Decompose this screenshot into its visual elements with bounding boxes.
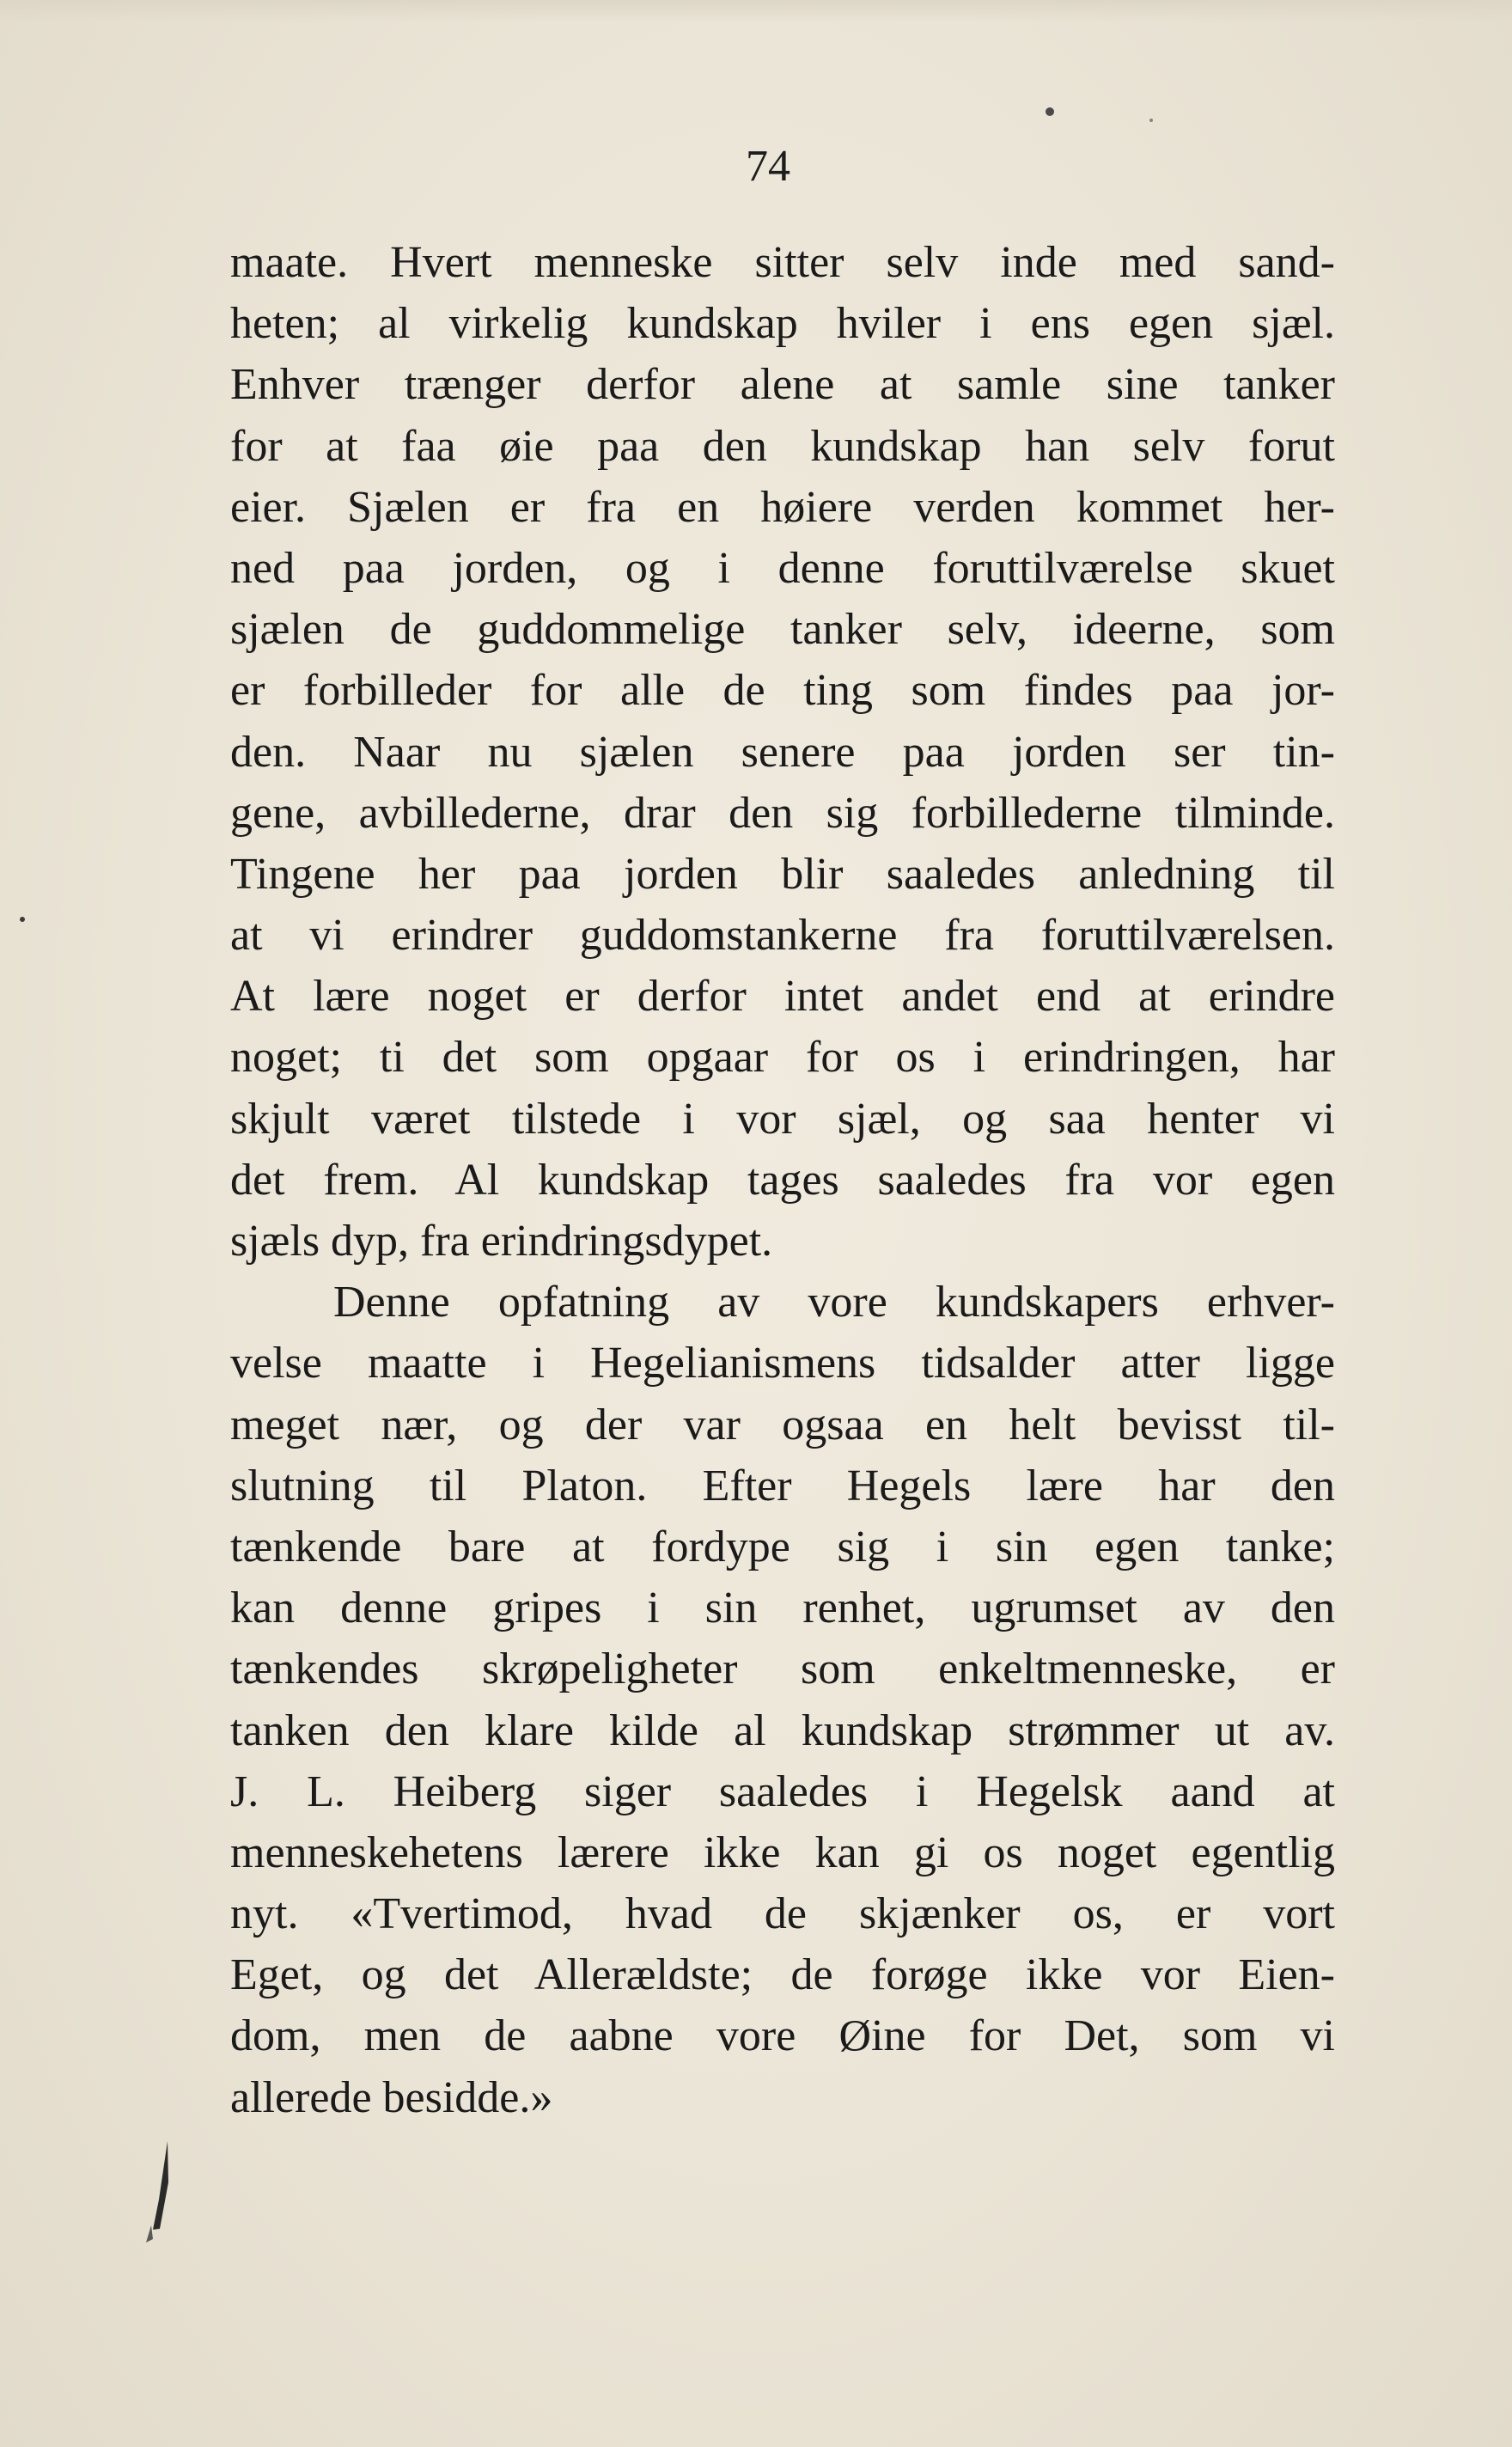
text-line: Eget, og det Allerældste; de forøge ikke vor Eien- (230, 1950, 1335, 2000)
ink-speck (1046, 107, 1054, 116)
page-number: 74 (746, 142, 790, 191)
paragraph (230, 232, 1335, 1272)
text-line: Denne opfatning av vore kundskapers erhver- (333, 1278, 1335, 1327)
text-line: At lære noget er derfor intet andet end at erindre (230, 972, 1335, 1022)
text-line: for at faa øie paa den kundskap han selv forut (230, 421, 1335, 471)
text-line: noget; ti det som opgaar for os i erindringen, har (230, 1033, 1335, 1083)
text-line: slutning til Platon. Efter Hegels lære har den (230, 1461, 1335, 1510)
text-line: eier. Sjælen er fra en høiere verden kommet her- (230, 482, 1335, 532)
text-line: at vi erindrer guddomstankerne fra foruttilværelsen. (230, 911, 1335, 961)
ink-mark (153, 2141, 168, 2230)
text-line: heten; al virkelig kundskap hviler i ens egen sjæl. (230, 299, 1335, 349)
text-line: det frem. Al kundskap tages saaledes fra vor egen (230, 1155, 1335, 1205)
text-line: J. L. Heiberg siger saaledes i Hegelsk aand at (230, 1767, 1335, 1816)
text-line: sjæls dyp, fra erindringsdypet. (230, 1217, 773, 1266)
body-text (230, 232, 1335, 2128)
text-line: tanken den klare kilde al kundskap strømmer ut av. (230, 1706, 1335, 1755)
ink-speck (1149, 119, 1153, 122)
text-line: er forbilleder for alle de ting som findes paa jor- (230, 666, 1335, 716)
text-line: sjælen de guddommelige tanker selv, ideerne, som (230, 605, 1335, 655)
text-line: dom, men de aabne vore Øine for Det, som vi (230, 2011, 1335, 2061)
text-line: tænkendes skrøpeligheter som enkeltmenneske, er (230, 1645, 1335, 1694)
text-line: maate. Hvert menneske sitter selv inde med sand- (230, 238, 1335, 287)
text-line: kan denne gripes i sin renhet, ugrumset av den (230, 1584, 1335, 1633)
ink-mark (146, 2225, 153, 2243)
paragraph (230, 1272, 1335, 2128)
text-line: den. Naar nu sjælen senere paa jorden ser tin- (230, 727, 1335, 777)
text-line: allerede besidde.» (230, 2072, 553, 2122)
text-line: menneskehetens lærere ikke kan gi os noget egentlig (230, 1828, 1335, 1877)
ink-speck (20, 917, 25, 922)
text-line: nyt. «Tvertimod, hvad de skjænker os, er vort (230, 1889, 1335, 1939)
text-line: skjult været tilstede i vor sjæl, og saa henter vi (230, 1094, 1335, 1144)
text-line: Enhver trænger derfor alene at samle sine tanker (230, 360, 1335, 410)
text-line: tænkende bare at fordype sig i sin egen tanke; (230, 1522, 1335, 1571)
text-line: gene, avbillederne, drar den sig forbillederne tilminde. (230, 788, 1335, 838)
text-line: meget nær, og der var ogsaa en helt bevisst til- (230, 1400, 1335, 1449)
text-line: ned paa jorden, og i denne foruttilværelse skuet (230, 543, 1335, 593)
text-line: velse maatte i Hegelianismens tidsalder atter ligge (230, 1339, 1335, 1388)
text-line: Tingene her paa jorden blir saaledes anledning til (230, 849, 1335, 899)
